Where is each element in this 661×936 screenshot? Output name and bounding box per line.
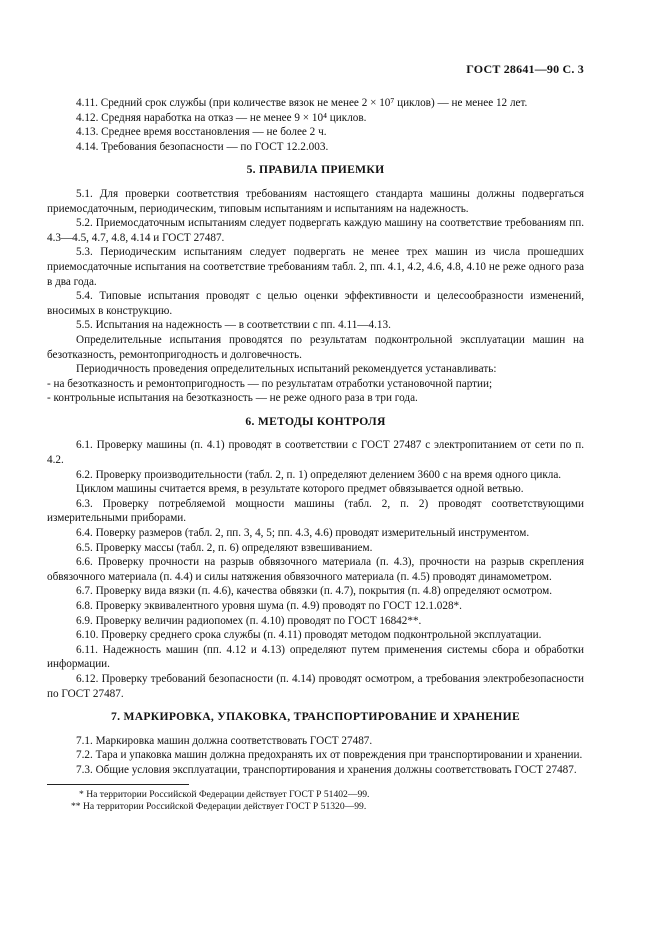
clause-6-5: 6.5. Проверку массы (табл. 2, п. 6) определяют взвешиванием. xyxy=(76,541,373,554)
clause-4-11: 4.11. Средний срок службы (при количестве вязок не менее 2 × 10⁷ циклов) — не менее 12 лет. xyxy=(76,97,528,109)
clause-6-2-note: Циклом машины считается время, в результате которого предмет обвязывается одной ветвью. xyxy=(76,483,524,496)
clause-6-9: 6.9. Проверку величин радиопомех (п. 4.10) проводят по ГОСТ 16842**. xyxy=(76,614,422,627)
clause-4-12: 4.12. Средняя наработка на отказ — не менее 9 × 10⁴ циклов. xyxy=(76,111,367,124)
clause-4-13: 4.13. Среднее время восстановления — не более 2 ч. xyxy=(76,126,327,139)
clause-5-5-item-1: - на безотказность и ремонтопригодность — по результатам отработки установочной партии; xyxy=(47,377,493,390)
clause-5-5-item-2: - контрольные испытания на безотказность — не реже одного раза в три года. xyxy=(47,392,418,405)
clause-6-6: 6.6. Проверку прочности на разрыв обвязочного материала (п. 4.3), прочности на разрыв скрепления обвязочного материала (п. 4.4) и силы натяжения обвязочного материала (п. 4.5) проводят динамометром. xyxy=(47,556,584,583)
clause-7-3: 7.3. Общие условия эксплуатации, транспортирования и хранения должны соответствовать ГОСТ 27487. xyxy=(76,763,577,776)
clause-5-1: 5.1. Для проверки соответствия требованиям настоящего стандарта машины должны подвергаться приемосдаточным, периодическим, типовым испытаниям и испытаниям на надежность. xyxy=(47,187,584,215)
clause-6-7: 6.7. Проверку вида вязки (п. 4.6), качества обвязки (п. 4.7), покрытия (п. 4.8) определяют осмотром. xyxy=(76,585,553,598)
clause-6-11: 6.11. Надежность машин (пп. 4.12 и 4.13) определяют путем применения системы сбора и обработки информации. xyxy=(47,643,584,671)
running-title: ГОСТ 28641—90 С. 3 xyxy=(466,62,584,76)
section-6-heading: 6. МЕТОДЫ КОНТРОЛЯ xyxy=(245,414,386,428)
footnote-1: * На территории Российской Федерации действует ГОСТ Р 51402—99. xyxy=(79,788,370,800)
clause-5-3: 5.3. Периодическим испытаниям следует подвергать не менее трех машин из числа прошедших приемосдаточные испытания на соответствие требованиям табл. 2, пп. 4.1, 4.2, 4.6, 4.8, 4.10 не реже одного раза в два года. xyxy=(47,246,584,288)
clause-6-10: 6.10. Проверку среднего срока службы (п. 4.11) проводят методом подконтрольной эксплуатации. xyxy=(76,629,542,642)
section-5-heading: 5. ПРАВИЛА ПРИЕМКИ xyxy=(246,163,385,177)
clause-7-2: 7.2. Тара и упаковка машин должна предохранять их от повреждения при транспортировании и хранении. xyxy=(76,749,583,762)
clause-6-8: 6.8. Проверку эквивалентного уровня шума (п. 4.9) проводят по ГОСТ 12.1.028*. xyxy=(76,600,462,612)
clause-5-5: 5.5. Испытания на надежность — в соответствии с пп. 4.11—4.13. xyxy=(76,319,391,332)
clause-6-2: 6.2. Проверку производительности (табл. 2, п. 1) определяют делением 3600 с на время одного цикла. xyxy=(76,468,562,481)
document-body xyxy=(47,60,584,814)
clause-5-5-note: Определительные испытания проводятся по результатам подконтрольной эксплуатации машин на безотказность, ремонтопригодность и долговечность. xyxy=(47,333,584,361)
section-7-heading: 7. МАРКИРОВКА, УПАКОВКА, ТРАНСПОРТИРОВАНИЕ И ХРАНЕНИЕ xyxy=(111,710,520,724)
clause-7-1: 7.1. Маркировка машин должна соответствовать ГОСТ 27487. xyxy=(76,734,373,747)
clause-5-2: 5.2. Приемосдаточным испытаниям следует подвергать каждую машину на соответствие требованиям пп. 4.3—4.5, 4.7, 4.8, 4.14 и ГОСТ 27487. xyxy=(47,217,584,244)
clause-6-4: 6.4. Поверку размеров (табл. 2, пп. 3, 4, 5; пп. 4.3, 4.6) проводят измерительный инструментом. xyxy=(76,527,530,540)
clause-6-3: 6.3. Проверку потребляемой мощности машины (табл. 2, п. 2) проводят соответствующими измерительными приборами. xyxy=(47,497,584,525)
clause-4-14: 4.14. Требования безопасности — по ГОСТ 12.2.003. xyxy=(76,140,329,153)
clause-5-4: 5.4. Типовые испытания проводят с целью оценки эффективности и целесообразности изменений, вносимых в конструкцию. xyxy=(47,290,584,317)
clause-6-12: 6.12. Проверку требований безопасности (п. 4.14) проводят осмотром, а требования электробезопасности по ГОСТ 27487. xyxy=(47,672,584,700)
footnote-2: ** На территории Российской Федерации действует ГОСТ Р 51320—99. xyxy=(71,801,367,813)
clause-6-1: 6.1. Проверку машины (п. 4.1) проводят в соответствии с ГОСТ 27487 с электропитанием от сети по п. 4.2. xyxy=(47,439,584,467)
clause-5-5-periodicity: Периодичность проведения определительных испытаний рекомендуется устанавливать: xyxy=(76,363,497,376)
